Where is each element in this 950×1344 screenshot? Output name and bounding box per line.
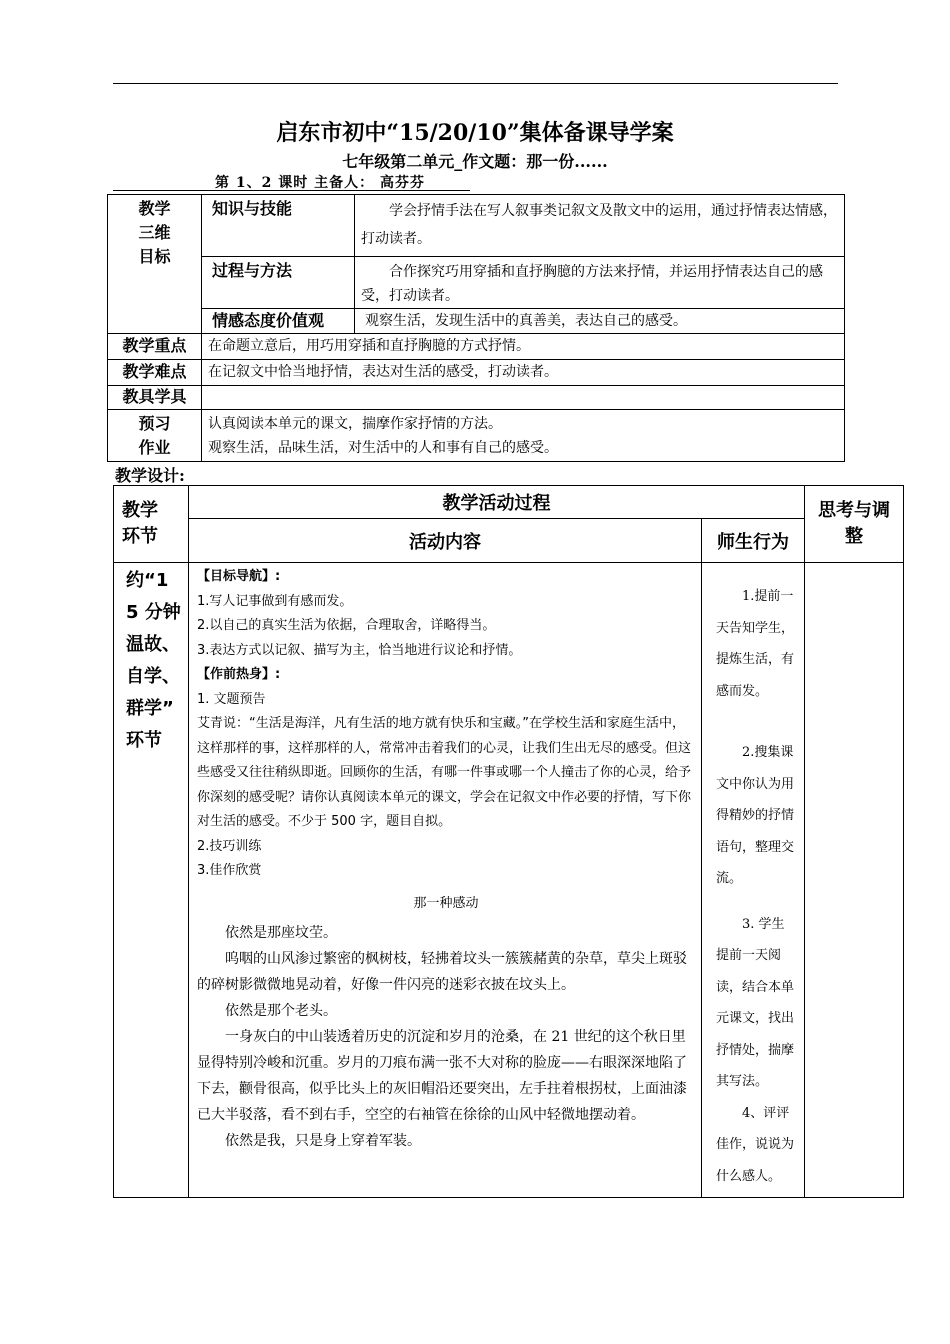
essay-paragraph: 依然是那座坟茔。 [225,925,337,941]
essay-paragraph: 依然是那个老头。 [225,1003,337,1019]
activity-content [189,563,702,1198]
key-point-label: 教学重点 [108,334,202,360]
design-label: 教学设计: [115,466,185,485]
nav-goal-3: 3.表达方式以记叙、描写为主，恰当地进行议论和抒情。 [197,642,522,658]
lesson-info: 第 1、2 课时 主备人： 高芬芬 [215,175,425,191]
item-skill-training: 2.技巧训练 [197,838,262,854]
goal-label-knowledge: 知识与技能 [202,195,355,257]
goal-label-process: 过程与方法 [202,257,355,309]
lesson-underline [113,190,470,191]
behavior-item: 2.搜集课文中你认为用得精妙的抒情语句，整理交流。 [716,745,795,886]
preview-content: 认真阅读本单元的课文，揣摩作家抒情的方法。 观察生活，品味生活，对生活中的人和事有自己的感受。 [202,410,845,462]
essay-paragraph: 呜咽的山风渗过繁密的枫树枝，轻拂着坟头一簇簇赭黄的杂草，草尖上斑驳的碎树影微微地晃动着，好像一件闪亮的迷彩衣披在坟头上。 [197,951,687,993]
design-table [113,485,904,1198]
nav-goal-2: 2.以自己的真实生活为依据，合理取舍，详略得当。 [197,618,496,633]
tools [202,386,845,410]
behavior-cell [702,563,805,1198]
top-rule [113,83,838,84]
segment-header: 教学 环节 [114,486,189,563]
essay-paragraph: 依然是我，只是身上穿着军装。 [225,1133,421,1149]
reflect-header: 思考与调 整 [805,486,904,563]
behavior-header: 师生行为 [702,519,805,563]
nav-goal-1: 1.写人记事做到有感而发。 [197,593,353,609]
objectives-table [107,194,845,462]
difficulty: 在记叙文中恰当地抒情，表达对生活的感受，打动读者。 [202,360,845,386]
segment-cell: 约“1 5 分钟 温故、 自学、 群学” 环节 [114,563,189,1198]
preview-label: 预习 作业 [108,410,202,462]
item-topic-preview: 1. 文题预告 [197,691,266,707]
behavior-item: 3. 学生提前一天阅读，结合本单元课文，找出抒情处，揣摩其写法。 [716,916,795,1089]
difficulty-label: 教学难点 [108,360,202,386]
goal-content-process: 合作探究巧用穿插和直抒胸臆的方法来抒情，并运用抒情表达自己的感受，打动读者。 [355,257,845,309]
goal-nav-heading: 【目标导航】: [197,569,281,584]
reflect-cell [805,563,904,1198]
content-header: 活动内容 [189,519,702,563]
process-header: 教学活动过程 [189,486,805,519]
warmup-heading: 【作前热身】: [197,667,281,682]
item-model-essay: 3.佳作欣赏 [197,863,262,878]
goal-content-emotion: 观察生活，发现生活中的真善美，表达自己的感受。 [355,309,845,334]
essay-paragraph: 一身灰白的中山装透着历史的沉淀和岁月的沧桑，在 21 世纪的这个秋日里显得特别冷峻和沉重。岁月的刀痕布满一张不大对称的脸庞——右眼深深地陷了下去，颧骨很高，似乎比头上的灰旧帽沿还要突出，左手拄着根拐杖，上面油漆已大半驳落，看不到右手，空空的右袖管在徐徐的山风中轻微地摆动着。 [197,1029,687,1123]
page-title: 启东市初中“15/20/10”集体备课导学案 [276,120,674,146]
key-point: 在命题立意后，用巧用穿插和直抒胸臆的方式抒情。 [202,334,845,360]
behavior-item: 4、评评佳作，说说为什么感人。 [716,1105,795,1184]
behavior-item: 1.提前一天告知学生，提炼生活，有感而发。 [716,589,795,699]
goals-label: 教学 三维 目标 [108,195,202,334]
topic-paragraph: 艾青说：“生活是海洋，凡有生活的地方就有快乐和宝藏。”在学校生活和家庭生活中，这样那样的事，这样那样的人，常常冲击着我们的心灵，让我们生出无尽的感受。但这些感受又往往稍纵即逝。回顾你的生活，有哪一件事或哪一个人撞击了你的心灵，给予你深刻的感受呢？请你认真阅读本单元的课文，学会在记叙文中作必要的抒情，写下你对生活的感受。不少于 500 字，题目自拟。 [197,716,692,829]
tools-label: 教具学具 [108,386,202,410]
goal-content-knowledge: 学会抒情手法在写人叙事类记叙文及散文中的运用，通过抒情表达情感，打动读者。 [355,195,845,257]
page-subtitle: 七年级第二单元_作文题：那一份...... [342,152,608,171]
essay-title: 那一种感动 [413,895,479,911]
goal-label-emotion: 情感态度价值观 [202,309,355,334]
